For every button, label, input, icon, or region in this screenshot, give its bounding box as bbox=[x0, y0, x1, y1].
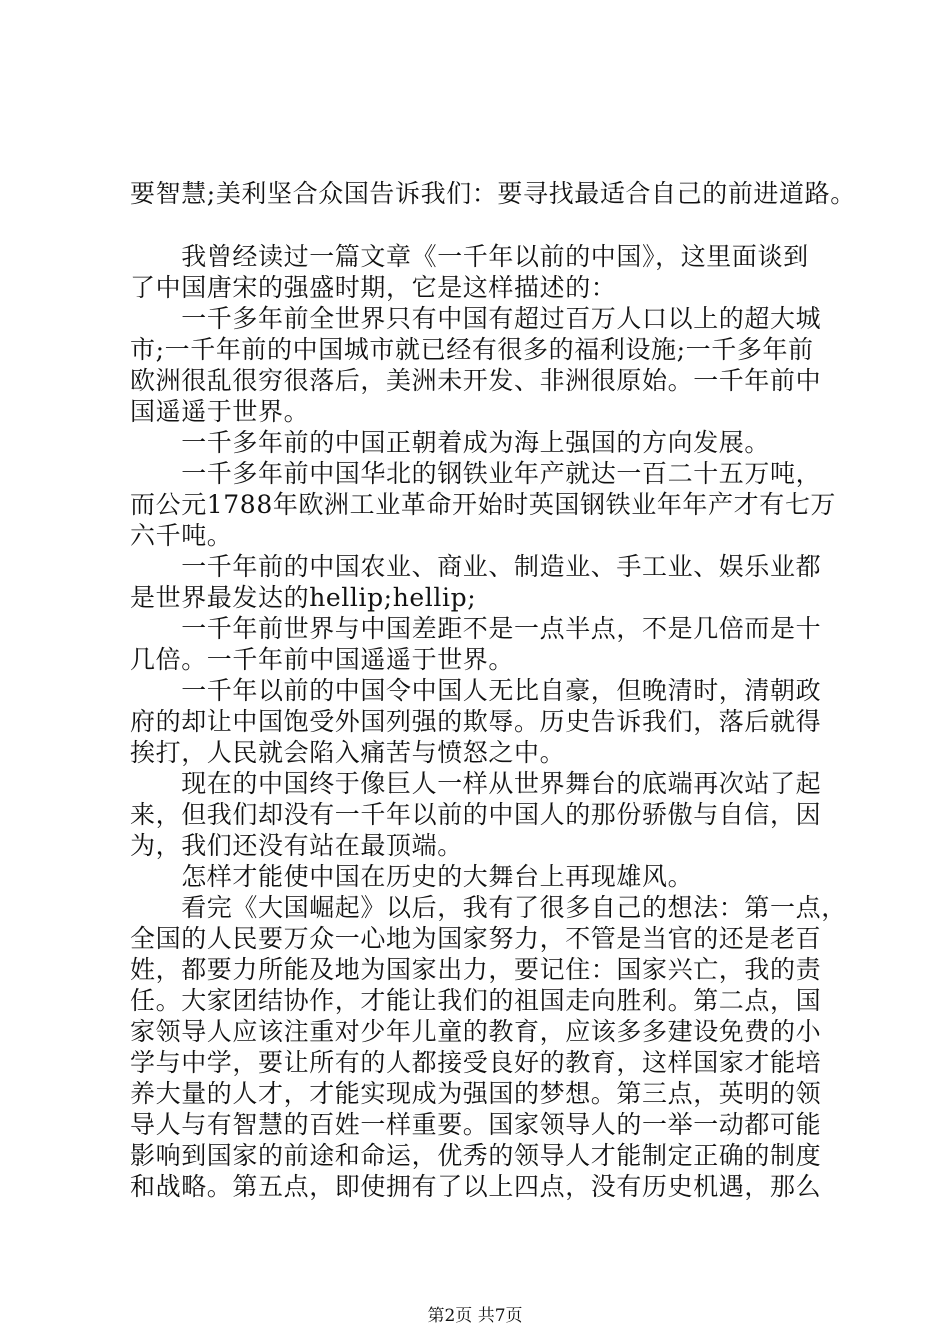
text-line: 挨打，人民就会陷入痛苦与愤怒之中。 bbox=[130, 738, 566, 767]
text-line: 一千年前世界与中国差距不是一点半点，不是几倍而是十 bbox=[130, 614, 822, 643]
text-line: 家领导人应该注重对少年儿童的教育，应该多多建设免费的小 bbox=[130, 1017, 822, 1046]
text-line: 现在的中国终于像巨人一样从世界舞台的底端再次站了起 bbox=[130, 769, 822, 798]
text-line: 一千多年前中国华北的钢铁业年产就达一百二十五万吨， bbox=[130, 459, 822, 488]
text-line: 几倍。一千年前中国遥遥于世界。 bbox=[130, 645, 515, 674]
text-line: 和战略。第五点，即使拥有了以上四点，没有历史机遇，那么 bbox=[130, 1172, 822, 1201]
text-line: 欧洲很乱很穷很落后，美洲未开发、非洲很原始。一千年前中 bbox=[130, 366, 822, 395]
text-line: 学与中学，要让所有的人都接受良好的教育，这样国家才能培 bbox=[130, 1048, 822, 1077]
text-line: 为，我们还没有站在最顶端。 bbox=[130, 831, 463, 860]
text-line: 要智慧;美利坚合众国告诉我们：要寻找最适合自己的前进道路。 bbox=[130, 179, 856, 208]
page-footer: 第2页 共7页 bbox=[427, 1306, 523, 1326]
text-line: 国遥遥于世界。 bbox=[130, 397, 310, 426]
text-line: 任。大家团结协作，才能让我们的祖国走向胜利。第二点，国 bbox=[130, 986, 822, 1015]
text-line: 一千多年前全世界只有中国有超过百万人口以上的超大城 bbox=[130, 304, 822, 333]
text-line: 导人与有智慧的百姓一样重要。国家领导人的一举一动都可能 bbox=[130, 1110, 822, 1139]
text-line: 姓，都要力所能及地为国家出力，要记住：国家兴亡，我的责 bbox=[130, 955, 822, 984]
text-line: 影响到国家的前途和命运，优秀的领导人才能制定正确的制度 bbox=[130, 1141, 822, 1170]
text-line: 来，但我们却没有一千年以前的中国人的那份骄傲与自信，因 bbox=[130, 800, 822, 829]
text-line: 市;一千年前的中国城市就已经有很多的福利设施;一千多年前 bbox=[130, 335, 814, 364]
text-line: 怎样才能使中国在历史的大舞台上再现雄风。 bbox=[130, 862, 694, 891]
text-line: 了中国唐宋的强盛时期，它是这样描述的： bbox=[130, 273, 617, 302]
text-line: 一千年以前的中国令中国人无比自豪，但晚清时，清朝政 bbox=[130, 676, 822, 705]
text-line: 是世界最发达的hellip;hellip; bbox=[130, 583, 477, 612]
text-line: 全国的人民要万众一心地为国家努力，不管是当官的还是老百 bbox=[130, 924, 822, 953]
text-line: 我曾经读过一篇文章《一千年以前的中国》，这里面谈到 bbox=[130, 242, 809, 271]
text-line: 六千吨。 bbox=[130, 521, 233, 550]
text-line: 一千年前的中国农业、商业、制造业、手工业、娱乐业都 bbox=[130, 552, 822, 581]
text-line: 看完《大国崛起》以后，我有了很多自己的想法：第一点， bbox=[130, 893, 847, 922]
text-line: 而公元1788年欧洲工业革命开始时英国钢铁业年年产才有七万 bbox=[130, 490, 837, 519]
text-line: 府的却让中国饱受外国列强的欺辱。历史告诉我们，落后就得 bbox=[130, 707, 822, 736]
text-line: 养大量的人才，才能实现成为强国的梦想。第三点，英明的领 bbox=[130, 1079, 822, 1108]
text-line: 一千多年前的中国正朝着成为海上强国的方向发展。 bbox=[130, 428, 771, 457]
